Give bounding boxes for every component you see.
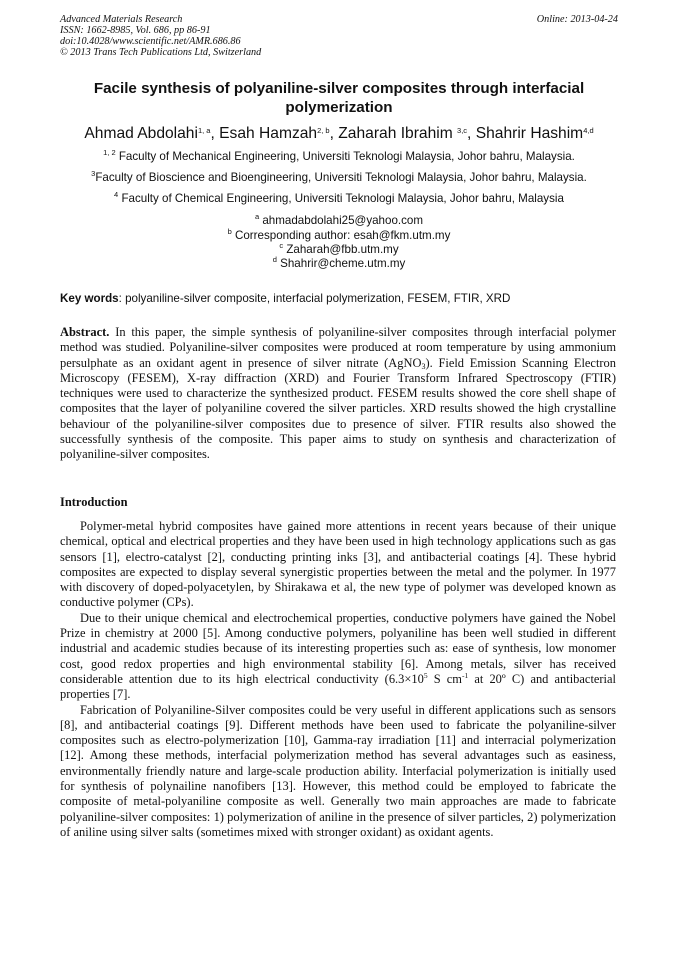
abstract-text: ). Field Emission Scanning Electron Microscopy (FESEM), X-ray diffraction (XRD) and Fourier Transform Infrared Spectroscopy (FTIR) techniques were used to characterize the synthesized product. FESEM results showed the core shell shape of composites that the layer of polyaniline covered the silver particles. XRD results showed the high crystalline behaviour of the polyaniline-silver composites due to presence of silver. FTIR results also showed the successfully synthesis of the composite. This paper aims to study on synthesis and characterization of polyaniline-silver composites. — [60, 355, 616, 462]
affiliation-2 — [60, 171, 618, 185]
paragraph: Fabrication of Polyaniline-Silver composites could be very useful in different applications such as sensors [8], and antibacterial coatings [9]. Different methods have been used to fabricate the polyaniline-silver composites such as electro-polymerization [10], Gamma-ray irradiation [11] and interracial polymerization [12]. Among these methods, interfacial polymerization method has several advantages such as easiness, environmentally friendly nature and large-scale production ability. Interfacial polymerization is initially used for synthesis of polynailine nanofibers [13]. However, this method could be employed to fabricate the composite of metal-polyaniline composite as well. Generally two main approaches are made to fabricate polyaniline-silver composites: 1) polymerization of aniline in the presence of silver particles, 2) polymerization of aniline using silver salts (sometimes mixed with stronger oxidant) as oxidant agents. — [60, 702, 616, 839]
author-separator: , — [210, 125, 220, 142]
abstract-text: In this paper, the simple synthesis of polyaniline-silver composites through interfacial polymer method was studied. Polyaniline-silver composites were produced at room temperature by using ammonium persulphate as an oxidant agent in presence of silver nitrate (AgNO — [60, 325, 616, 370]
online-date: Online: 2013-04-24 — [536, 14, 618, 25]
author-list — [60, 124, 618, 144]
email-b — [60, 229, 618, 243]
doi-line: doi:10.4028/www.scientific.net/AMR.686.86 — [60, 36, 241, 47]
email-text: ahmadabdolahi25@yahoo.com — [259, 214, 424, 227]
affiliation-1 — [60, 150, 618, 164]
abstract-subscript: 3 — [421, 361, 426, 371]
author-separator: , — [467, 125, 476, 142]
journal-name: Advanced Materials Research — [60, 14, 183, 25]
paragraph — [60, 611, 616, 703]
exponent: -1 — [461, 670, 469, 680]
affiliation-text: Faculty of Chemical Engineering, Universiti Teknologi Malaysia, Johor bahru, Malaysia — [118, 192, 564, 205]
affiliation-mark: 4 — [114, 190, 119, 199]
author-name: Esah Hamzah — [219, 125, 318, 142]
author-name: Shahrir Hashim — [475, 125, 584, 142]
email-mark: d — [272, 255, 277, 264]
issn-line: ISSN: 1662-8985, Vol. 686, pp 86-91 — [60, 25, 211, 36]
author-name: Ahmad Abdolahi — [84, 125, 198, 142]
author-affiliation-mark: 3,c — [457, 126, 468, 135]
introduction-body — [60, 519, 616, 840]
email-text: Zaharah@fbb.utm.my — [283, 243, 399, 256]
paragraph-text: Due to their unique chemical and electrochemical properties, conductive polymers have gained the Nobel Prize in chemistry at 2000 [5]. Among conductive polymers, polyaniline has been well studied in different industrial and academic studies because of its interesting properties such as: ease of synthesis, low monomer cost, good redox properties and high environmental stability [6]. Among metals, silver has received considerable attention due to its high electrical conductivity (6.3×10 — [60, 610, 616, 686]
email-text: Corresponding author: esah@fkm.utm.my — [231, 229, 451, 242]
keywords-label: Key words — [60, 292, 119, 305]
abstract-label: Abstract. — [60, 325, 110, 339]
email-text: Shahrir@cheme.utm.my — [276, 257, 406, 270]
journal-header — [60, 14, 618, 58]
copyright-line: © 2013 Trans Tech Publications Ltd, Switzerland — [60, 47, 262, 58]
introduction-heading: Introduction — [60, 495, 128, 509]
email-a — [60, 214, 618, 228]
author-affiliation-mark: 1, a — [197, 126, 211, 135]
email-c — [60, 243, 618, 257]
author-separator: , — [329, 125, 339, 142]
author-affiliation-mark: 4,d — [583, 126, 594, 135]
paragraph-text: at 20º C) and antibacterial properties [7]. — [60, 671, 616, 702]
exponent: 5 — [423, 670, 428, 680]
author-affiliation-mark: 2, b — [317, 126, 330, 135]
paragraph-text: S cm — [427, 671, 462, 686]
email-mark: a — [254, 212, 260, 221]
affiliation-text: Faculty of Bioscience and Bioengineering, Universiti Teknologi Malaysia, Johor bahru, Malaysia. — [95, 171, 587, 184]
email-mark: b — [227, 227, 232, 236]
email-mark: c — [279, 241, 284, 250]
paper-title: Facile synthesis of polyaniline-silver composites through interfacial polymerization — [93, 80, 585, 116]
author-name: Zaharah Ibrahim — [338, 125, 458, 142]
keywords-text: : polyaniline-silver composite, interfacial polymerization, FESEM, FTIR, XRD — [118, 292, 511, 305]
affiliation-mark: 3 — [91, 169, 96, 178]
paragraph: Polymer-metal hybrid composites have gained more attentions in recent years because of their unique chemical, optical and electrical properties and they have been used in high technology applications such as gas sensors [1], electro-catalyst [2], conducting printing inks [3], and antibacterial coatings [4]. These hybrid composites are expected to display several synergistic properties between the metal and the polymer. In 1977 with discovery of doped-polyacetylen, by Shirakawa et al, the new type of polymer was developed known as conductive polymer (CPs). — [60, 519, 616, 610]
affiliation-mark: 1, 2 — [103, 148, 116, 157]
email-d — [60, 257, 618, 271]
abstract — [60, 325, 616, 463]
affiliation-text: Faculty of Mechanical Engineering, Universiti Teknologi Malaysia, Johor bahru, Malaysia. — [115, 150, 575, 163]
affiliation-3 — [60, 192, 618, 206]
keywords — [60, 292, 618, 306]
